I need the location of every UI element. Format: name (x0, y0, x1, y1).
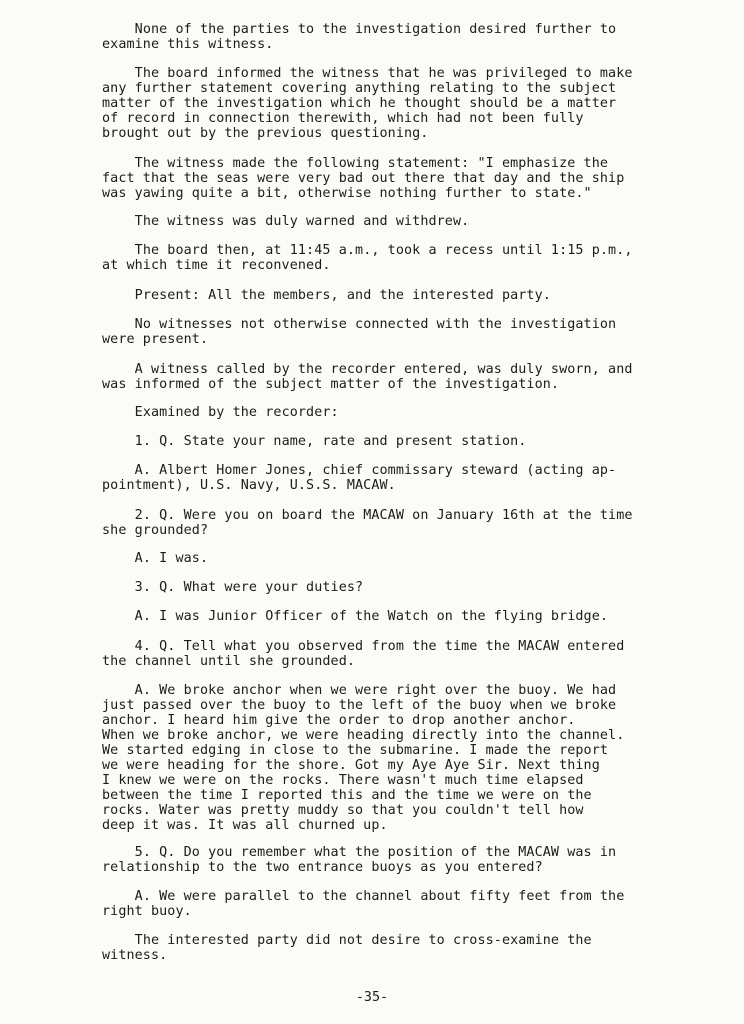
paragraph-witness-withdrew: The witness was duly warned and withdrew. (102, 214, 470, 229)
answer-2: A. I was. (102, 551, 209, 566)
answer-5: A. We were parallel to the channel about fifty feet from the right buoy. (102, 889, 625, 919)
paragraph-examined-by: Examined by the recorder: (102, 405, 339, 420)
paragraph-no-witnesses: No witnesses not otherwise connected with the investigation were present. (102, 317, 617, 347)
paragraph-no-further-examination: None of the parties to the investigation desired further to examine this witness. (102, 22, 617, 52)
paragraph-witness-statement: The witness made the following statement: "I emphasize the fact that the seas were very bad out there that day and the ship was yawing quite a bit, otherwise nothing further to state." (102, 156, 625, 201)
paragraph-privilege-statement: The board informed the witness that he was privileged to make any further statement covering anything relating to the subject matter of the investigation which he thought should be a matter of record in connection therewith, which had not been fully brought out by the previous questioning. (102, 66, 633, 141)
paragraph-witness-sworn: A witness called by the recorder entered, was duly sworn, and was informed of the subject matter of the investigation. (102, 362, 633, 392)
question-4: 4. Q. Tell what you observed from the time the MACAW entered the channel until she grounded. (102, 639, 625, 669)
paragraph-recess: The board then, at 11:45 a.m., took a recess until 1:15 p.m., at which time it reconvened. (102, 243, 633, 273)
question-3: 3. Q. What were your duties? (102, 580, 364, 595)
answer-4: A. We broke anchor when we were right over the buoy. We had just passed over the buoy to the left of the buoy when we broke anchor. I heard him give the order to drop another anchor. When we broke anchor, we were heading directly into the channel. We started edging in close to the submarine. I made the report we were heading for the shore. Got my Aye Aye Sir. Next thing I knew we were on the rocks. There wasn't much time elapsed between the time I reported this and the time we were on the rocks. Water was pretty muddy so that you couldn't tell how deep it was. It was all churned up. (102, 683, 625, 833)
question-1: 1. Q. State your name, rate and present station. (102, 434, 527, 449)
answer-1: A. Albert Homer Jones, chief commissary steward (acting ap- pointment), U.S. Navy, U.S.S. MACAW. (102, 463, 617, 493)
paragraph-present: Present: All the members, and the interested party. (102, 288, 551, 303)
question-5: 5. Q. Do you remember what the position of the MACAW was in relationship to the two entrance buoys as you entered? (102, 845, 617, 875)
paragraph-no-cross-examination: The interested party did not desire to cross-examine the witness. (102, 933, 592, 963)
answer-3: A. I was Junior Officer of the Watch on the flying bridge. (102, 609, 609, 624)
page-number: -35- (355, 990, 389, 1005)
question-2: 2. Q. Were you on board the MACAW on January 16th at the time she grounded? (102, 508, 633, 538)
